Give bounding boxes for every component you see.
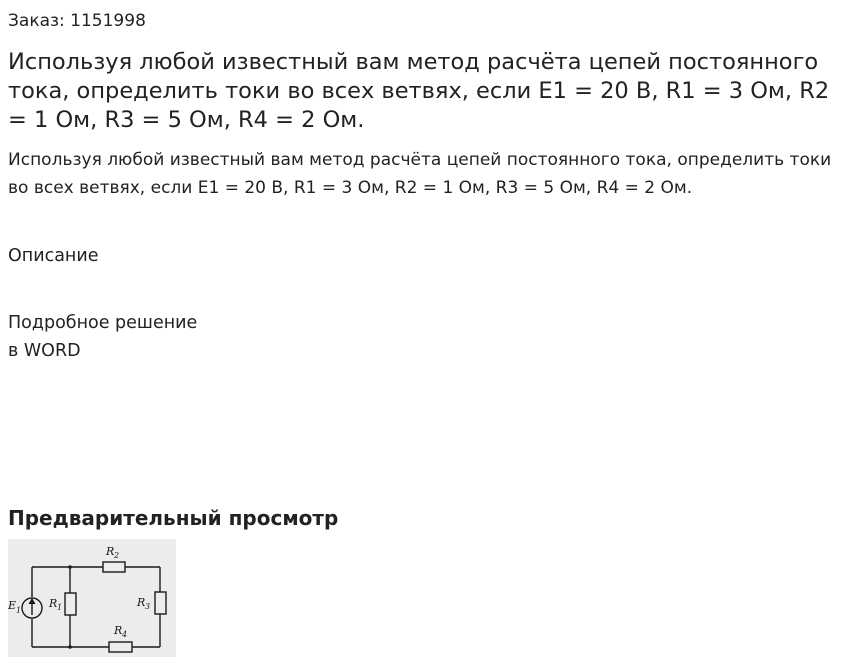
resistor-r4 [109, 642, 132, 652]
circuit-preview-image[interactable] [8, 539, 176, 657]
solution-note-line1: Подробное решение [8, 313, 198, 333]
label-r3: R [137, 596, 146, 609]
resistor-r3 [155, 592, 166, 614]
order-number: Заказ: 1151998 [8, 11, 146, 31]
circuit-diagram [8, 539, 176, 657]
solution-note [8, 309, 197, 365]
label-r4-subscript: 4 [122, 630, 128, 639]
label-r2-subscript: 2 [114, 551, 120, 560]
resistor-r1 [65, 593, 76, 615]
label-r4: R [114, 624, 123, 637]
task-description: Используя любой известный вам метод расчёта цепей постоянного тока, определить токи во всех ветвях, если Е1 = 20 В, R1 = 3 Ом, R2 = 1 Ом, R3 = 5 Ом, R4 = 2 Ом. [8, 150, 832, 198]
junction-dot [68, 565, 72, 569]
resistor-r2 [103, 562, 125, 572]
label-r1: R [49, 597, 58, 610]
label-r2: R [106, 545, 115, 558]
label-r1-subscript: 1 [57, 603, 63, 612]
label-r3-subscript: 3 [145, 602, 151, 611]
task-title: Используя любой известный вам метод расчёта цепей постоянного тока, определить токи во всех ветвях, если Е1 = 20 В, R1 = 3 Ом, R2 = 1 Ом, R3 = 5 Ом, R4 = 2 Ом. [8, 49, 830, 133]
label-e1-subscript: 1 [16, 606, 22, 615]
preview-heading: Предварительный просмотр [8, 506, 339, 530]
junction-dot [68, 645, 72, 649]
description-label: Описание [8, 246, 99, 266]
label-e1: E [8, 599, 17, 612]
solution-note-line2: в WORD [8, 341, 81, 361]
